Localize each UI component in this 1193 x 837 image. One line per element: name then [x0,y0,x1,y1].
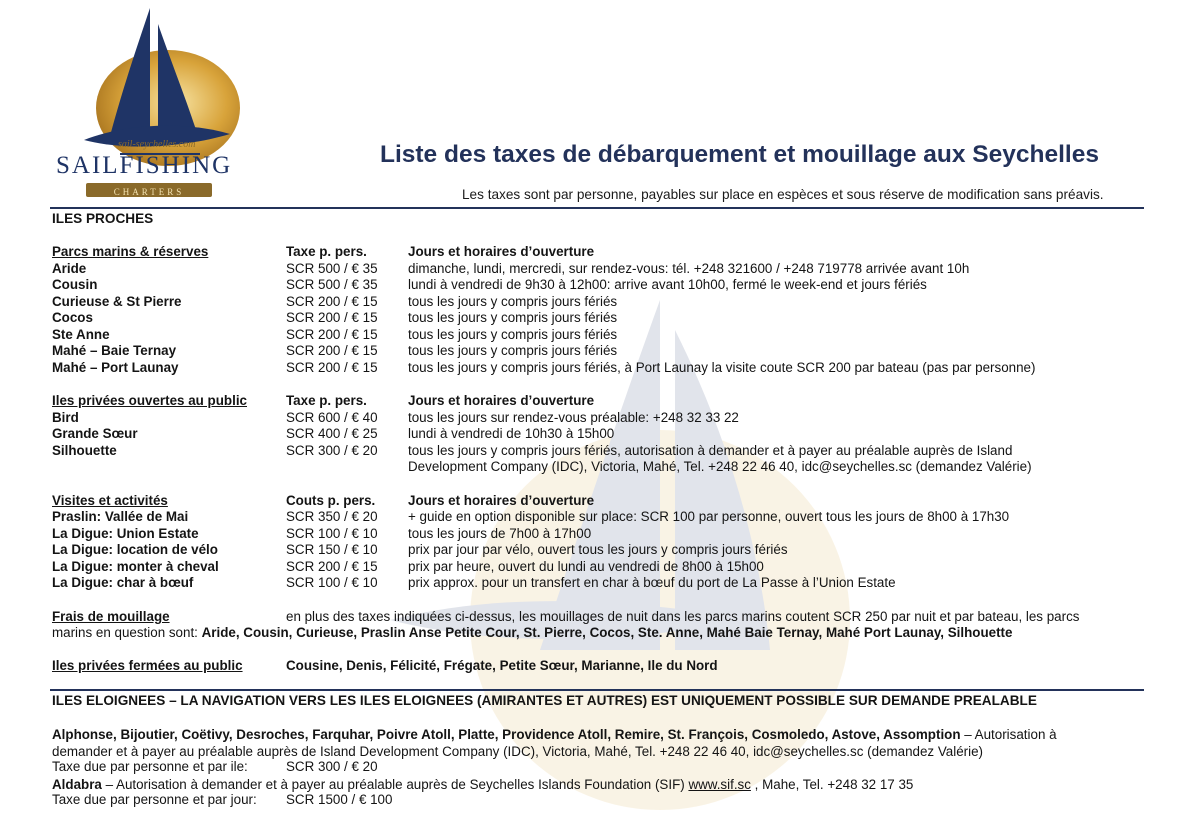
tax1-value: SCR 300 / € 20 [286,759,378,774]
row-hours: + guide en option disponible sur place: SCR 100 par personne, ouvert tous les jours de 8h00 à 17h30 [408,509,1010,524]
row-tax: SCR 400 / € 25 [286,426,378,441]
fermees-list: Cousine, Denis, Félicité, Frégate, Petite Sœur, Marianne, Ile du Nord [286,658,718,673]
page-title: Liste des taxes de débarquement et mouillage aux Seychelles [380,141,1099,168]
aldabra-line [52,776,1147,793]
row-hours-continued: Development Company (IDC), Victoria, Mahé, Tel. +248 22 46 40, idc@seychelles.sc (demandez Valérie) [408,459,1032,474]
row-tax: SCR 500 / € 35 [286,261,378,276]
row-tax: SCR 200 / € 15 [286,310,378,325]
table-row [52,410,1152,427]
mouillage-label: Frais de mouillage [52,609,170,624]
row-name: Mahé – Port Launay [52,360,179,375]
aldabra-tax-row [52,792,1152,809]
table-row [52,509,1152,526]
mouillage-parcs-line [52,625,1012,640]
row-name: Praslin: Vallée de Mai [52,509,189,524]
row-name: Silhouette [52,443,117,458]
row-tax: SCR 300 / € 20 [286,443,378,458]
row-name: Cocos [52,310,93,325]
row-name: Mahé – Baie Ternay [52,343,177,358]
row-tax: SCR 200 / € 15 [286,294,378,309]
table-row [52,559,1152,576]
visites-header-name: Visites et activités [52,493,168,508]
logo-url-text: sail-seychelles.com [118,139,196,150]
row-name: La Digue: location de vélo [52,542,218,557]
row-cost: SCR 100 / € 10 [286,526,378,541]
table-row [52,294,1152,311]
parcs-header-name: Parcs marins & réserves [52,244,209,259]
eloignees-islands-list: Alphonse, Bijoutier, Coëtivy, Desroches, Farquhar, Poivre Atoll, Platte, Providence Atoll, Remire, St. François, Cosmoledo, Astove, Assomption [52,727,961,742]
row-hours: lundi à vendredi de 10h30 à 15h00 [408,426,615,441]
section-iles-eloignees: ILES ELOIGNEES – LA NAVIGATION VERS LES ILES ELOIGNEES (AMIRANTES ET AUTRES) EST UNIQUEMENT POSSIBLE SUR DEMANDE PREALABLE [52,693,1037,708]
row-hours: tous les jours y compris jours fériés [408,294,618,309]
parcs-header-hours: Jours et horaires d’ouverture [408,244,595,259]
privees-header-name: Iles privées ouvertes au public [52,393,247,408]
aldabra-text: – Autorisation à demander et à payer au préalable auprès de Seychelles Islands Foundation (SIF) [101,777,689,792]
logo-sub-text [86,183,212,197]
row-hours: tous les jours y compris jours fériés [408,327,618,342]
row-cost: SCR 100 / € 10 [286,575,378,590]
mouillage-prefix: marins en question sont: [52,625,202,640]
row-tax: SCR 200 / € 15 [286,343,378,358]
table-row [52,575,1152,592]
mouillage-row [52,609,1152,626]
eloignees-islands-rest: – Autorisation à [960,727,1057,742]
row-name: Grande Sœur [52,426,138,441]
table-row [52,526,1152,543]
eloignees-islands-line [52,726,1147,743]
aldabra-label: Aldabra [52,777,102,792]
mouillage-row-2 [52,625,1152,642]
row-tax: SCR 200 / € 15 [286,327,378,342]
mouillage-text: en plus des taxes indiquées ci-dessus, les mouillages de nuit dans les parcs marins coutent SCR 250 par nuit et par bateau, les parcs [286,609,1080,624]
logo-charters-label: CHARTERS [113,187,185,197]
table-row [52,542,1152,559]
logo-brand-text: SAILFISHING [56,152,233,179]
row-hours: tous les jours de 7h00 à 17h00 [408,526,592,541]
parcs-header-row [52,244,1152,261]
row-hours: tous les jours y compris jours fériés, à Port Launay la visite coute SCR 200 par bateau (pas par personne) [408,360,1036,375]
fermees-row [52,658,1152,675]
eloignees-islands-line-2: demander et à payer au préalable auprès de Island Development Company (IDC), Victoria, Mahé, Tel. +248 22 46 40, idc@seychelles.sc (demandez Valérie) [52,744,983,759]
table-row [52,426,1152,443]
tax1-label: Taxe due par personne et par ile: [52,759,248,774]
row-name: Cousin [52,277,98,292]
row-name: La Digue: char à bœuf [52,575,194,590]
row-tax: SCR 600 / € 40 [286,410,378,425]
row-name: Curieuse & St Pierre [52,294,182,309]
table-row [52,277,1152,294]
privees-header-row [52,393,1152,410]
row-hours: prix approx. pour un transfert en char à bœuf du port de La Passe à l’Union Estate [408,575,896,590]
table-row [52,443,1152,460]
table-row [52,261,1152,278]
section-iles-proches: ILES PROCHES [52,211,154,226]
tax2-label: Taxe due par personne et par jour: [52,792,257,807]
mouillage-parcs-list: Aride, Cousin, Curieuse, Praslin Anse Petite Cour, St. Pierre, Cocos, Ste. Anne, Mahé Baie Ternay, Mahé Port Launay, Silhouette [201,625,1013,640]
privees-header-hours: Jours et horaires d’ouverture [408,393,595,408]
table-row [52,327,1152,344]
table-row [52,343,1152,360]
sif-link[interactable]: www.sif.sc [688,777,751,792]
row-tax: SCR 500 / € 35 [286,277,378,292]
visites-header-row [52,493,1152,510]
row-name: Ste Anne [52,327,110,342]
row-cost: SCR 350 / € 20 [286,509,378,524]
row-hours: tous les jours y compris jours fériés [408,310,618,325]
section-divider [50,689,1144,691]
table-row [52,310,1152,327]
row-cost: SCR 150 / € 10 [286,542,378,557]
row-tax: SCR 200 / € 15 [286,360,378,375]
tax2-value: SCR 1500 / € 100 [286,792,393,807]
fermees-label: Iles privées fermées au public [52,658,243,673]
row-hours: prix par jour par vélo, ouvert tous les jours y compris jours fériés [408,542,788,557]
row-name: Aride [52,261,87,276]
table-row-continuation [52,459,1152,476]
row-hours: tous les jours y compris jours fériés, autorisation à demander et à payer au préalable auprès de Island [408,443,1013,458]
row-hours: lundi à vendredi de 9h30 à 12h00: arrive avant 10h00, fermé le week-end et jours fériés [408,277,927,292]
privees-header-tax: Taxe p. pers. [286,393,367,408]
row-cost: SCR 200 / € 15 [286,559,378,574]
row-name: Bird [52,410,79,425]
eloignees-tax-row [52,759,1152,776]
visites-header-hours: Jours et horaires d’ouverture [408,493,595,508]
page-subtitle: Les taxes sont par personne, payables sur place en espèces et sous réserve de modification sans préavis. [462,187,1104,202]
aldabra-contact: , Mahe, Tel. +248 32 17 35 [750,777,914,792]
row-hours: prix par heure, ouvert du lundi au vendredi de 8h00 à 15h00 [408,559,764,574]
row-name: La Digue: monter à cheval [52,559,219,574]
table-row [52,360,1152,377]
parcs-header-tax: Taxe p. pers. [286,244,367,259]
visites-header-cost: Couts p. pers. [286,493,376,508]
header-divider [50,207,1144,209]
row-hours: dimanche, lundi, mercredi, sur rendez-vous: tél. +248 321600 / +248 719778 arrivée avant 10h [408,261,970,276]
row-hours: tous les jours sur rendez-vous préalable: +248 32 33 22 [408,410,739,425]
row-name: La Digue: Union Estate [52,526,199,541]
row-hours: tous les jours y compris jours fériés [408,343,618,358]
